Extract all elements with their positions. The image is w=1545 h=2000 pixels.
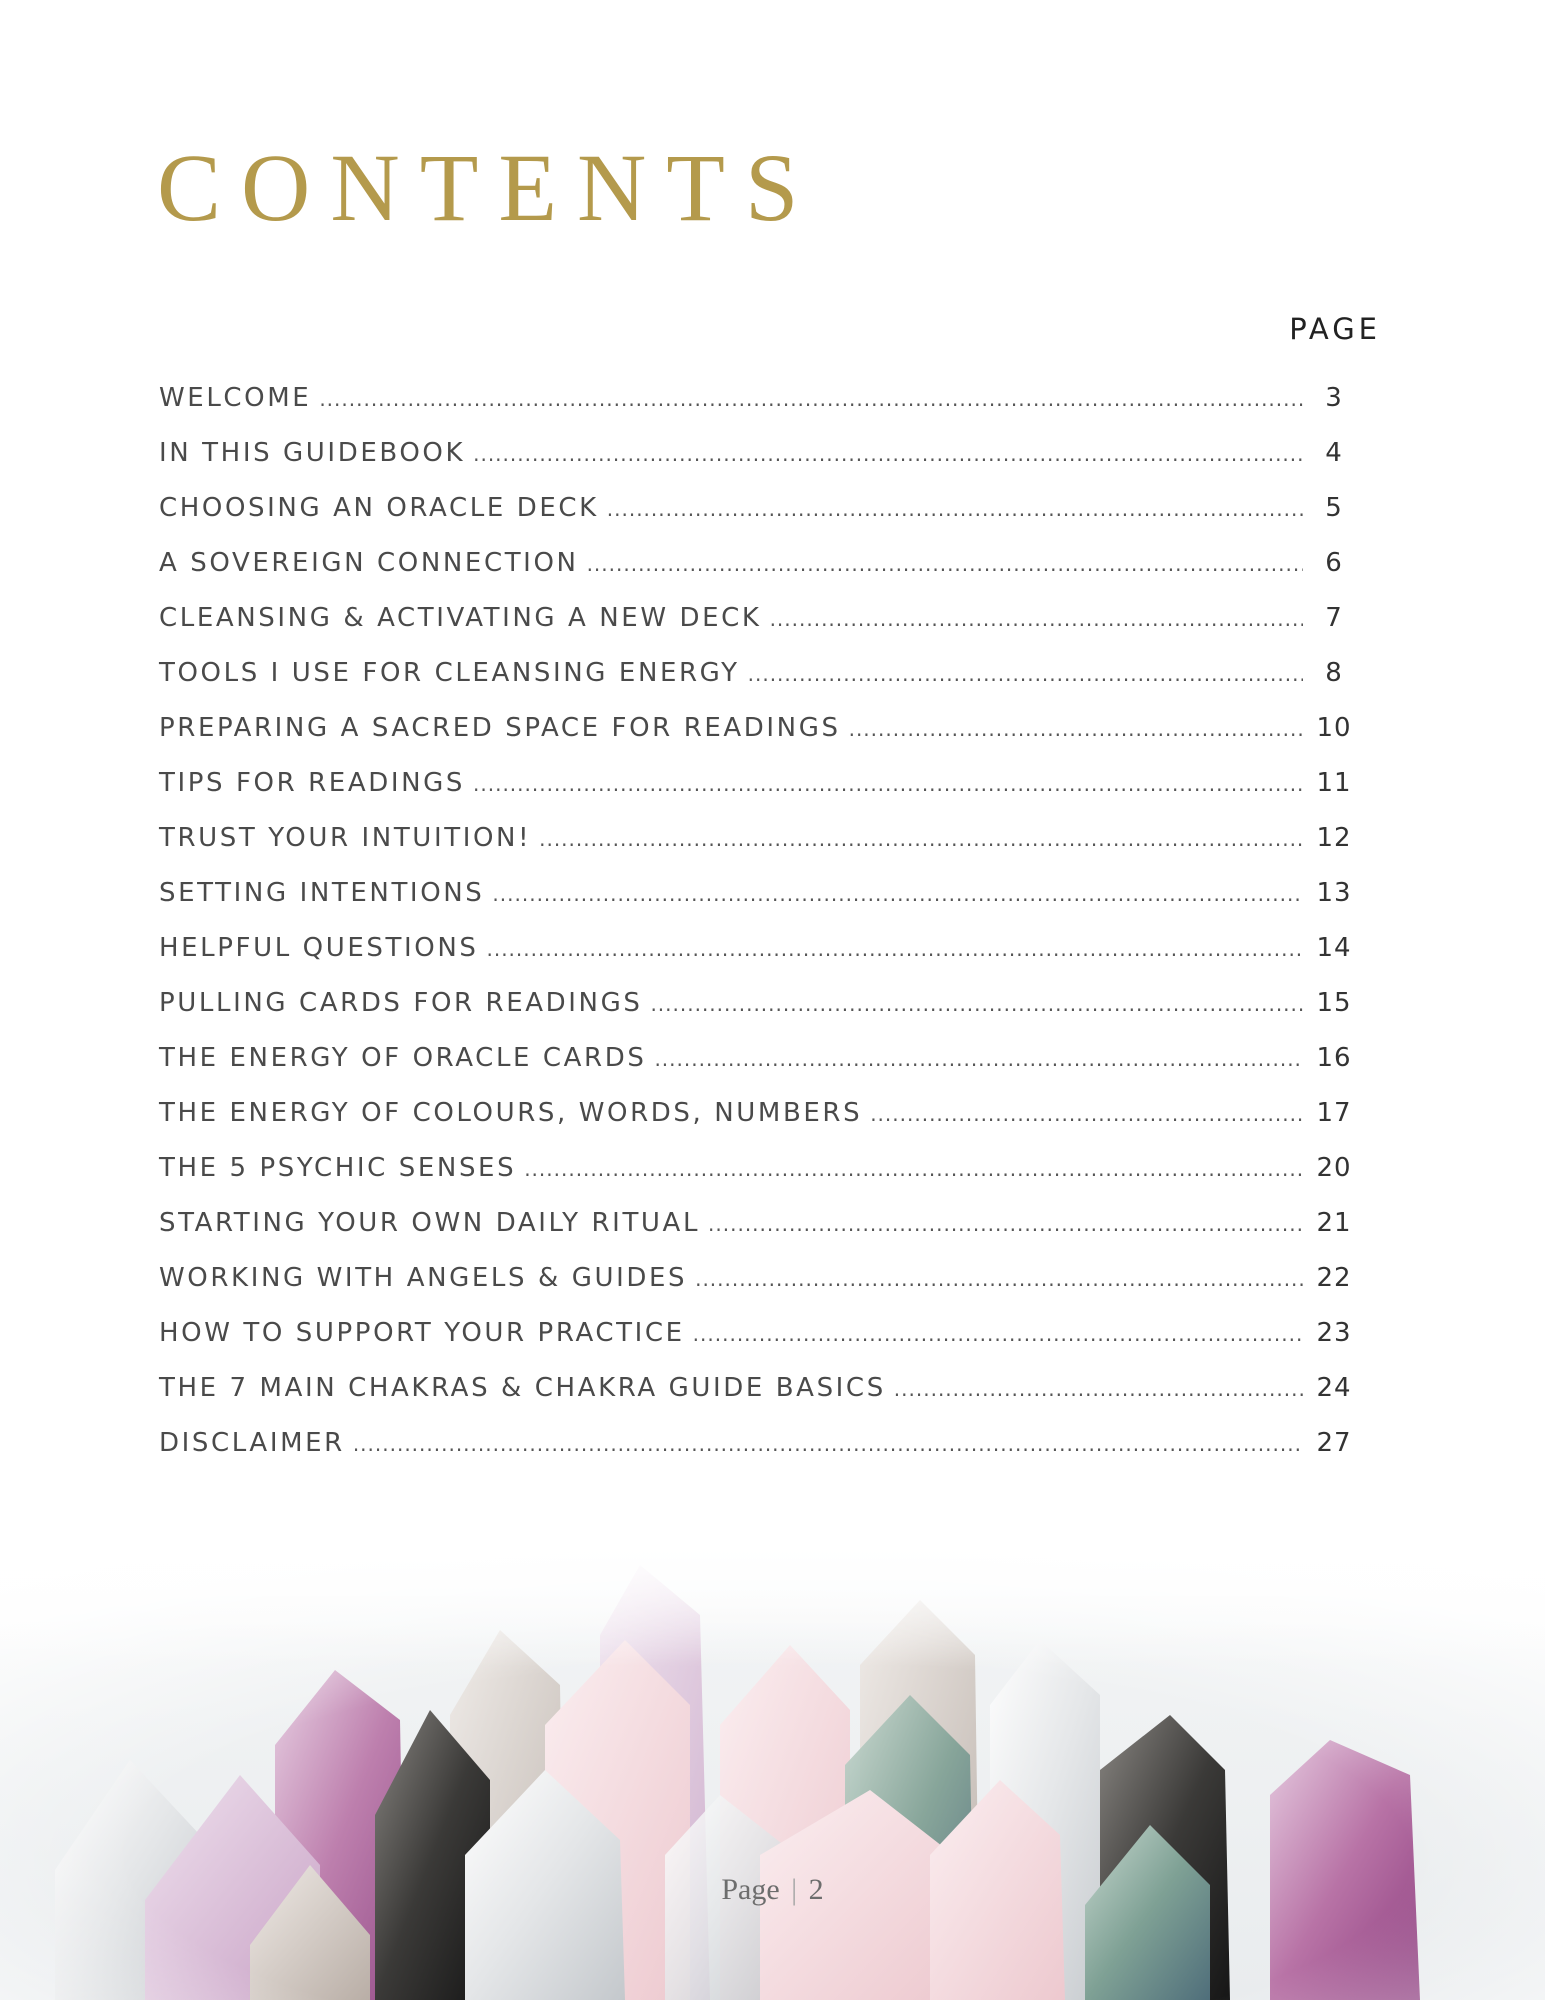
toc-entry-title: WORKING WITH ANGELS & GUIDES [159, 1263, 688, 1293]
toc-entry-page: 3 [1325, 383, 1343, 413]
toc-entry-title: TRUST YOUR INTUITION! [159, 823, 532, 853]
toc-entry-page: 17 [1316, 1098, 1352, 1128]
toc-row [159, 823, 1359, 878]
toc-entry-page: 13 [1316, 878, 1352, 908]
toc-entry-page: 27 [1316, 1428, 1352, 1458]
toc-entry-page: 22 [1316, 1263, 1352, 1293]
toc-entry-title: IN THIS GUIDEBOOK [159, 438, 466, 468]
dot-leader [492, 882, 1303, 906]
dot-leader [849, 717, 1303, 741]
toc-entry-title: SETTING INTENTIONS [159, 878, 485, 908]
toc-row [159, 768, 1359, 823]
page-separator: | [791, 1873, 798, 1906]
toc-entry-page: 14 [1316, 933, 1352, 963]
toc-entry-title: THE ENERGY OF ORACLE CARDS [159, 1043, 647, 1073]
toc-entry-page: 24 [1316, 1373, 1352, 1403]
toc-row [159, 1428, 1359, 1483]
toc-entry-title: PREPARING A SACRED SPACE FOR READINGS [159, 713, 841, 743]
dot-leader [708, 1212, 1303, 1236]
toc-entry-page: 4 [1325, 438, 1343, 468]
toc-entry-title: THE 5 PSYCHIC SENSES [159, 1153, 517, 1183]
toc-row [159, 1153, 1359, 1208]
dot-leader [473, 442, 1303, 466]
toc-row [159, 548, 1359, 603]
toc-entry-page: 21 [1316, 1208, 1352, 1238]
toc-row [159, 383, 1359, 438]
dot-leader [524, 1157, 1303, 1181]
dot-leader [607, 497, 1303, 521]
toc-entry-title: TIPS FOR READINGS [159, 768, 466, 798]
toc-row [159, 878, 1359, 933]
toc-entry-title: A SOVEREIGN CONNECTION [159, 548, 579, 578]
toc-entry-title: THE 7 MAIN CHAKRAS & CHAKRA GUIDE BASICS [159, 1373, 886, 1403]
page-column-label: PAGE [1289, 312, 1381, 346]
dot-leader [473, 772, 1303, 796]
toc-entry-title: DISCLAIMER [159, 1428, 345, 1458]
toc-entry-title: STARTING YOUR OWN DAILY RITUAL [159, 1208, 701, 1238]
toc-entry-title: CHOOSING AN ORACLE DECK [159, 493, 599, 523]
toc-entry-page: 11 [1316, 768, 1352, 798]
toc-row [159, 1318, 1359, 1373]
dot-leader [695, 1267, 1303, 1291]
toc-entry-page: 10 [1316, 713, 1352, 743]
toc-entry-page: 5 [1325, 493, 1343, 523]
dot-leader [587, 552, 1303, 576]
toc-entry-page: 8 [1325, 658, 1343, 688]
dot-leader [353, 1432, 1303, 1456]
toc-entry-title: WELCOME [159, 383, 312, 413]
dot-leader [319, 387, 1303, 411]
toc-entry-page: 6 [1325, 548, 1343, 578]
toc-row [159, 603, 1359, 658]
toc-row [159, 493, 1359, 548]
toc-entry-title: CLEANSING & ACTIVATING A NEW DECK [159, 603, 762, 633]
toc-row [159, 1263, 1359, 1318]
toc-row [159, 438, 1359, 493]
dot-leader [654, 1047, 1303, 1071]
toc-entry-page: 16 [1316, 1043, 1352, 1073]
toc-row [159, 988, 1359, 1043]
dot-leader [748, 662, 1303, 686]
toc-row [159, 713, 1359, 768]
toc-entry-page: 12 [1316, 823, 1352, 853]
page-number: 2 [808, 1873, 824, 1906]
toc-entry-title: HELPFUL QUESTIONS [159, 933, 479, 963]
toc-entry-page: 20 [1316, 1153, 1352, 1183]
dot-leader [693, 1322, 1303, 1346]
dot-leader [770, 607, 1303, 631]
toc-row [159, 1098, 1359, 1153]
toc-entry-page: 23 [1316, 1318, 1352, 1348]
page-title: CONTENTS [157, 134, 819, 241]
toc-entry-page: 7 [1325, 603, 1343, 633]
dot-leader [539, 827, 1303, 851]
toc-row [159, 933, 1359, 988]
dot-leader [894, 1377, 1303, 1401]
toc-row [159, 1043, 1359, 1098]
toc-entry-title: HOW TO SUPPORT YOUR PRACTICE [159, 1318, 685, 1348]
dot-leader [870, 1102, 1303, 1126]
table-of-contents [159, 383, 1359, 1483]
crystals-photo [0, 1525, 1545, 2000]
toc-row [159, 1208, 1359, 1263]
toc-entry-title: PULLING CARDS FOR READINGS [159, 988, 643, 1018]
page-label: Page [721, 1873, 780, 1906]
toc-entry-title: THE ENERGY OF COLOURS, WORDS, NUMBERS [159, 1098, 863, 1128]
dot-leader [486, 937, 1303, 961]
toc-entry-title: TOOLS I USE FOR CLEANSING ENERGY [159, 658, 740, 688]
page-number-footer [0, 1873, 1545, 1907]
dot-leader [650, 992, 1303, 1016]
toc-row [159, 658, 1359, 713]
toc-entry-page: 15 [1316, 988, 1352, 1018]
toc-row [159, 1373, 1359, 1428]
